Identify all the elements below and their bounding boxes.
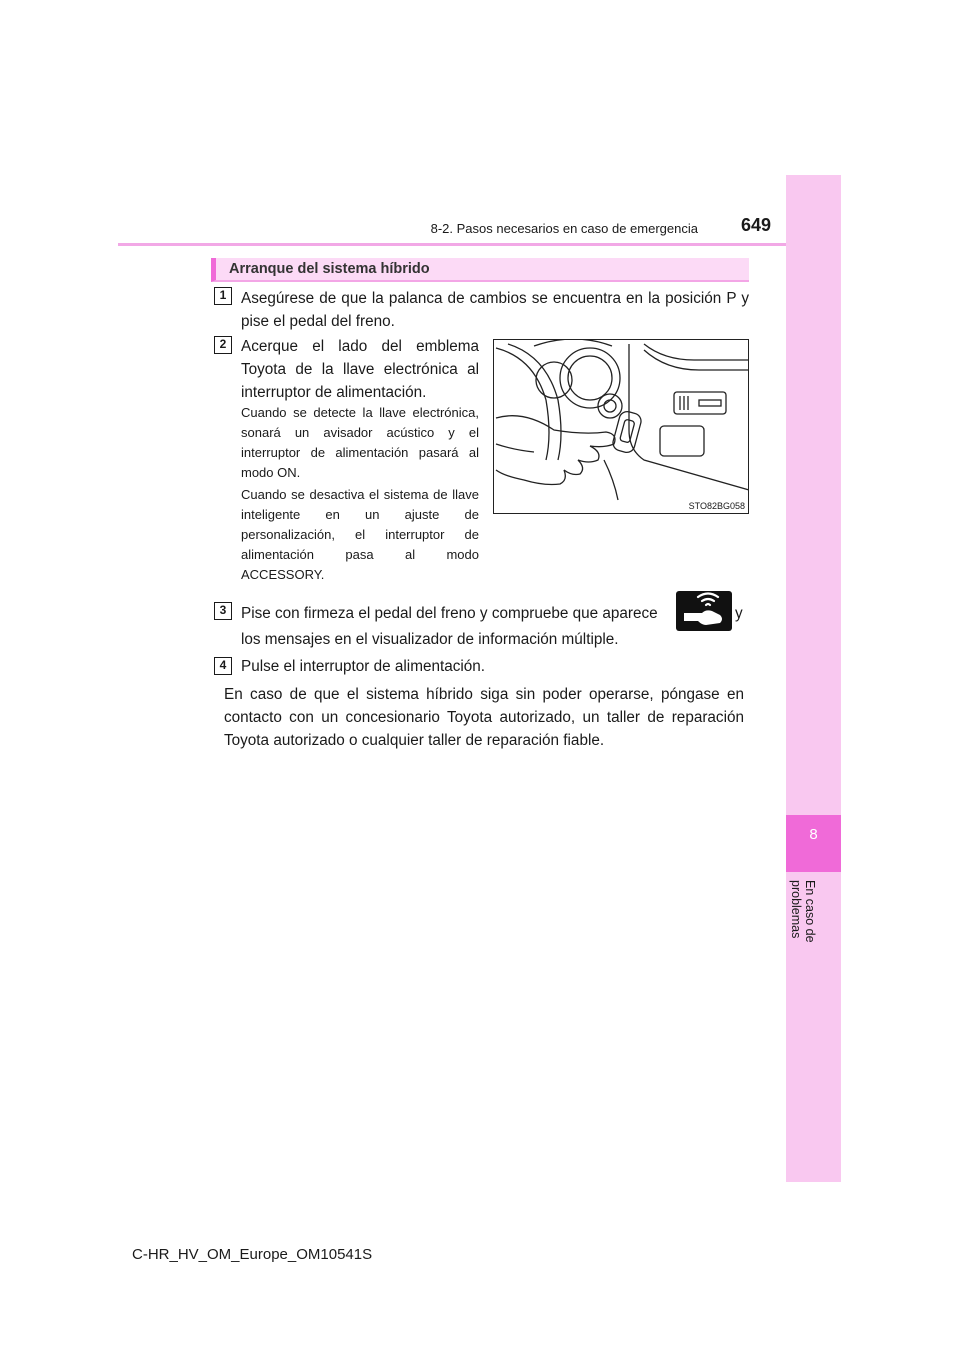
header-divider bbox=[118, 243, 841, 246]
step-number-2: 2 bbox=[214, 336, 232, 354]
chapter-side-tab bbox=[786, 175, 841, 1182]
step-3-text-line2: los mensajes en el visualizador de información múltiple. bbox=[241, 631, 619, 648]
smart-key-icon bbox=[676, 591, 732, 631]
footer-doc-id: C-HR_HV_OM_Europe_OM10541S bbox=[132, 1246, 373, 1263]
key-hand-illustration-icon bbox=[494, 340, 749, 514]
chapter-label: En caso de problemas bbox=[789, 880, 817, 943]
step-3-text-after: y bbox=[735, 605, 743, 622]
chapter-number-box bbox=[786, 815, 841, 872]
step-1-text: Asegúrese de que la palanca de cambios se encuentra en la posición P y pise el pedal del freno. bbox=[241, 290, 749, 330]
figure-code: STO82BG058 bbox=[688, 501, 745, 511]
step-number-1: 1 bbox=[214, 287, 232, 305]
step-2-note-1: Cuando se detecte la llave electrónica, sonará un avisador acústico y el interruptor de alimentación pasará al modo ON. bbox=[241, 405, 479, 480]
section-title: Arranque del sistema híbrido bbox=[229, 261, 430, 277]
step-3-text: Pise con firmeza el pedal del freno y compruebe que aparece bbox=[241, 605, 658, 622]
step-2-note-2: Cuando se desactiva el sistema de llave inteligente en un ajuste de personalización, el interruptor de alimentación pasa al modo ACCESSORY. bbox=[241, 487, 479, 582]
key-to-power-switch-figure bbox=[493, 339, 749, 514]
page-number: 649 bbox=[741, 215, 772, 235]
section-heading-bar bbox=[211, 258, 749, 282]
closing-paragraph: En caso de que el sistema híbrido siga sin poder operarse, póngase en contacto con un concesionario Toyota autorizado, un taller de reparación Toyota autorizado o cualquier taller de reparación fiable. bbox=[224, 686, 744, 749]
step-number-3: 3 bbox=[214, 602, 232, 620]
step-4-text: Pulse el interruptor de alimentación. bbox=[241, 658, 486, 675]
chapter-number: 8 bbox=[809, 826, 818, 843]
header-section-title: 8-2. Pasos necesarios en caso de emergencia bbox=[430, 221, 698, 236]
step-2-text: Acerque el lado del emblema Toyota de la llave electrónica al interruptor de alimentación. bbox=[241, 338, 479, 401]
step-number-4: 4 bbox=[214, 657, 232, 675]
